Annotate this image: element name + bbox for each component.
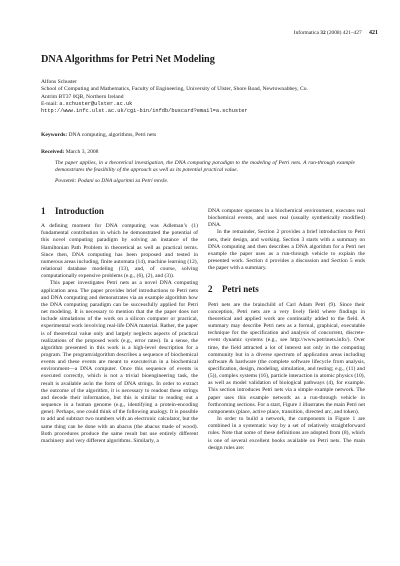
keywords-text: DNA computing, algorithms, Petri nets bbox=[68, 132, 157, 138]
abstract-text: The paper applies, in a theoretical investigation, the DNA computing paradigm to the modeling of Petri nets. A run-through example demonstrates the feasibility of the approach as well as its potential practical value. bbox=[55, 160, 355, 174]
author-address: Antrim BT37 0QB, Northern Ireland bbox=[41, 93, 124, 100]
abstract-povzetek: Povzetek: Podani so DNA algoritmi za Petri mreže. bbox=[55, 178, 169, 185]
keywords bbox=[41, 132, 156, 138]
section-heading-introduction bbox=[41, 208, 198, 215]
section-number: 2 bbox=[208, 284, 213, 295]
author-affiliation: School of Computing and Mathematics, Faculty of Engineering, University of Ulster, Shore Road, Newtownabbey, Co. bbox=[41, 86, 308, 93]
abstract bbox=[55, 160, 355, 186]
email-label: E-mail: bbox=[41, 100, 58, 107]
journal-year-pages: (2008) 421–427 bbox=[327, 30, 362, 36]
keywords-label: Keywords: bbox=[41, 132, 68, 138]
paragraph: In order to build a network, the components in Figure 1 are combined in a systematic way by a set of relatively straightforward rules. Note that some of these definitions are adopted from (8), which is one of several excellent books available on Petri nets. The main design rules are: bbox=[208, 416, 365, 451]
author-email[interactable]: a.schuster@ulster.ac.uk bbox=[59, 100, 133, 107]
author-url[interactable]: http://www.infc.ulst.ac.uk/cgi-bin/infdb/buscard?email=a.schuster bbox=[41, 108, 248, 115]
author-name: Alfons Schuster bbox=[41, 79, 77, 85]
journal-volume: 32 bbox=[320, 30, 326, 36]
paragraph: In the remainder, Section 2 provides a brief introduction to Petri nets, their design, and working. Section 3 starts with a summary on DNA computing and then describes a DNA algorithm for a Petri net example the paper uses as a run-through vehicle to explain the presented work. Section 4 provides a discussion and Section 5 ends the paper with a summary. bbox=[208, 229, 365, 272]
section-heading-petri-nets bbox=[208, 286, 365, 293]
left-column bbox=[41, 208, 198, 445]
section-title: Petri nets bbox=[222, 284, 259, 295]
journal-name: Informatica bbox=[293, 30, 319, 36]
received-label: Received: bbox=[41, 149, 65, 155]
page-number: 421 bbox=[369, 30, 378, 36]
received-date bbox=[41, 149, 98, 155]
received-text: March 3, 2008 bbox=[65, 149, 99, 155]
paragraph: Petri nets are the brainchild of Carl Adam Petri (9). Since their conception, Petri nets are a very lively field where findings in theoretical and applied work are continually added to the field. A summary may describe Petri nets as a formal, graphical, executable technique for the specification and analysis of concurrent, discrete-event dynamic systems (e.g., see http://www.petrinets.info/). Over time, the field attracted a lot of interest not only in the computing community but in a diverse spectrum of application areas including software & hardware (the complete software lifecycle from analysis, specification, design, modeling, simulation, and testing; e.g., (11) and (5)), complex systems (16), particle interaction in atomic physics (10), as well as model validation of biological pathways (4), for example. This section introduces Petri nets via a simple example network. The paper uses this example network as a run-through vehicle in forthcoming sections. For a start, Figure 1 illustrates the main Petri net components (place, active place, transition, directed arc, and token). bbox=[208, 301, 365, 415]
paragraph: DNA computer operates in a biochemical environment, executes real biochemical events, and uses real (usually synthetically modified) DNA. bbox=[208, 208, 365, 229]
author-email-line bbox=[41, 101, 308, 108]
paper-title: DNA Algorithms for Petri Net Modeling bbox=[41, 54, 215, 65]
section-number: 1 bbox=[41, 206, 46, 216]
paragraph: This paper investigates Petri nets as a novel DNA computing application area. The paper provides brief introductions to Petri nets and DNA computing and demonstrates via an example algorithm how the DNA computing paradigm can be successfully applied for Petri net modeling. It is necessary to mention that the the paper does not include simulations of the work on a silicon computer or practical, experimental work involving real-life DNA material. Rather, the paper is of theoretical value only and largely neglects aspects of practical realizations of the proposed work (e.g., error rates). In a sense, the algorithm presented in this work is a high-level description for a program. The program/algorithm describes a sequence of biochemical events and these events are meant to execute/run in a biochemical environment—a DNA computer. Once this sequence of events is executed correctly, which is not a trivial bioengineering task, the result is available as/in the form of DNA strings. In order to extract the outcome of the algorithm, it is necessary to readout these strings and decode their information, but this is similar to reading out a sequence in a human genome (e.g., identifying a protein-encoding gene). Perhaps, one could think of the following analogy. It is possible to add and subtract two numbers with an electronic calculator, but the same thing can be done with an abacus (the abacus made of wood). Both procedures produce the same result but use entirely different machinery and very different algorithms. Similarly, a bbox=[41, 280, 198, 444]
paragraph: A defining moment for DNA computing was Adleman’s (1) fundamental contribution in which he demonstrated the potential of this novel computing paradigm by solving an instance of the Hamiltonian Path Problem in theoretical as well as practical terms. Since then, DNA computing has been proposed and tested in numerous areas including, finite automata (14), machine learning (12), relational database modeling (13), and, of course, solving computationally expensive problems (e.g., (6), (2), and (3)). bbox=[41, 223, 198, 280]
section-title: Introduction bbox=[55, 206, 104, 216]
author-block bbox=[41, 79, 308, 115]
running-head bbox=[294, 30, 378, 36]
right-column bbox=[208, 208, 365, 452]
